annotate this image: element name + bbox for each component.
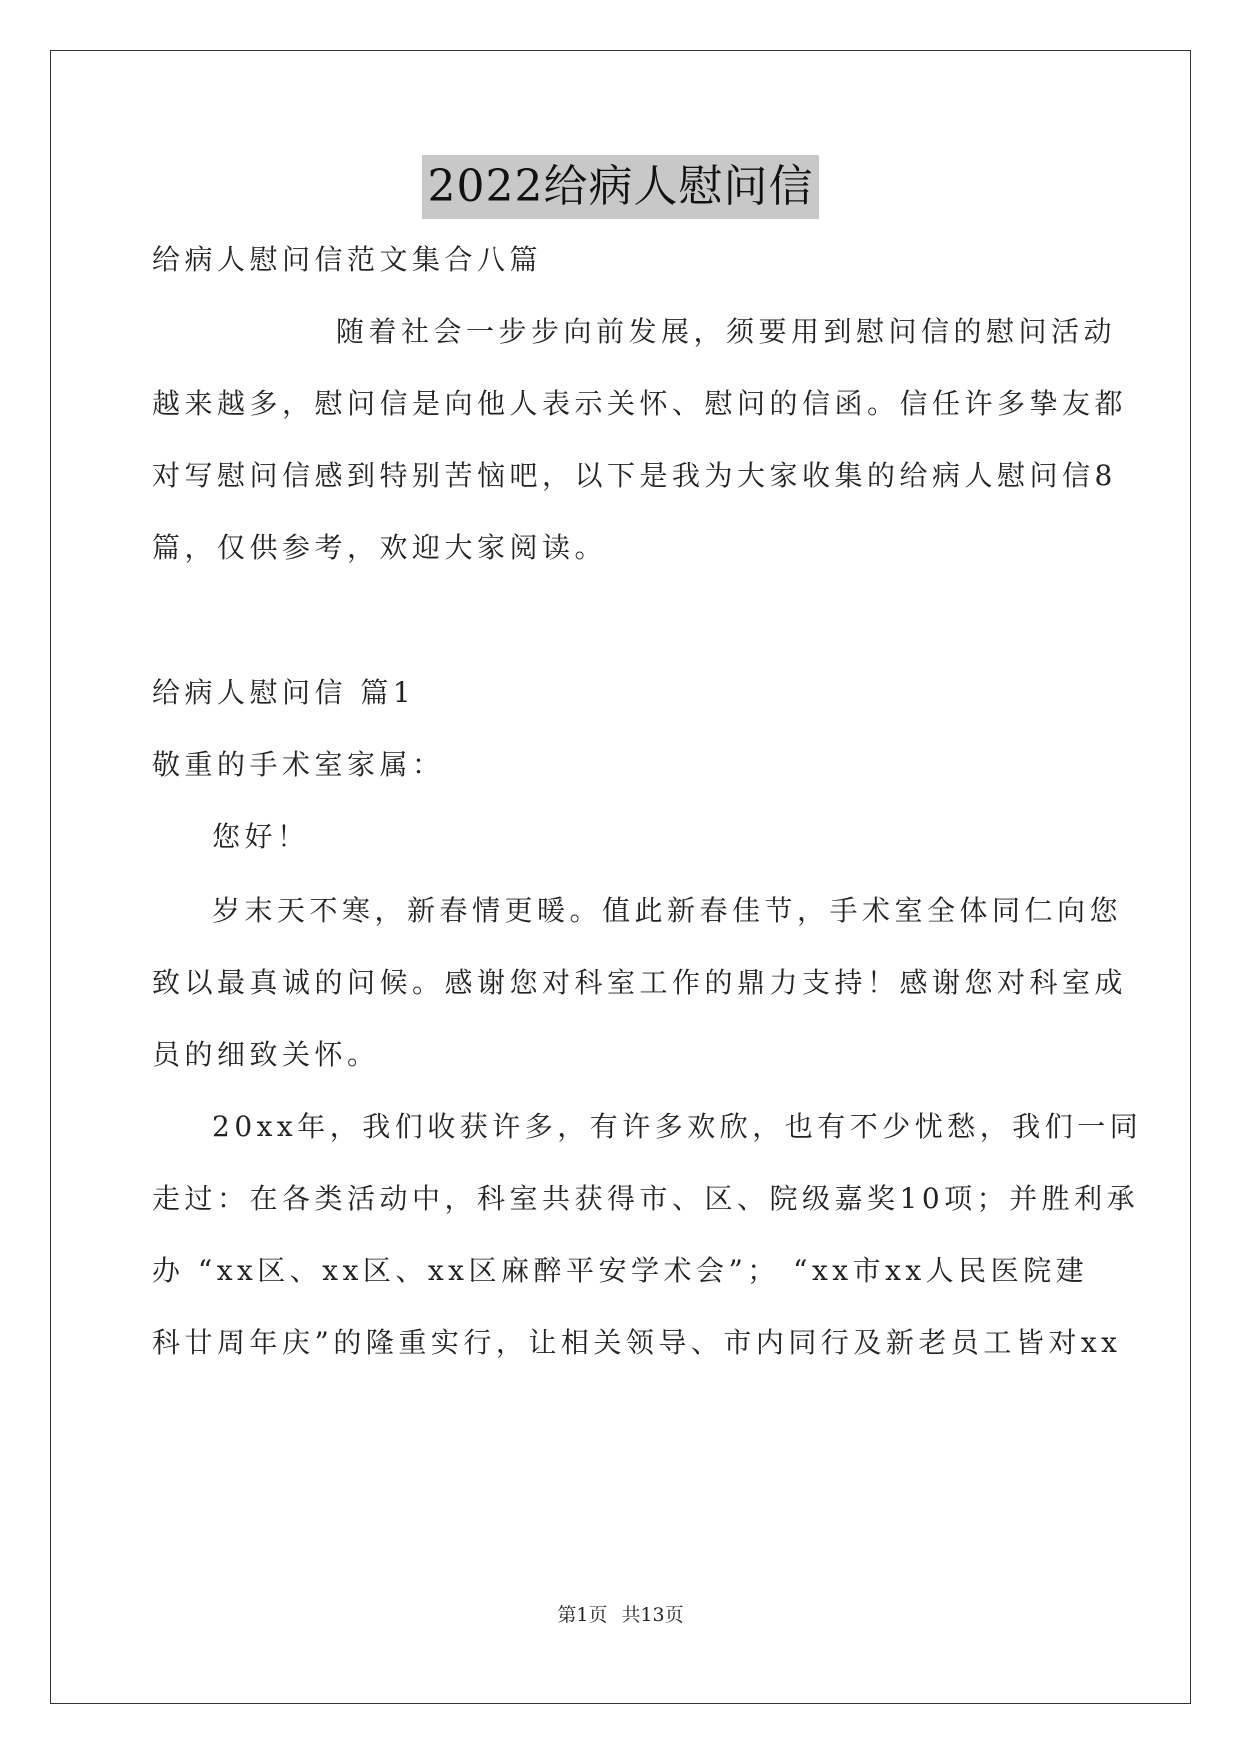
paragraph-line: 员的细致关怀。 xyxy=(152,1038,380,1071)
paragraph-line: 办 “xx区、xx区、xx区麻醉平安学术会”； “xx市xx人民医院建 xyxy=(152,1254,1089,1287)
intro-line: 对写慰问信感到特别苦恼吧，以下是我为大家收集的给病人慰问信8 xyxy=(152,459,1117,492)
paragraph-line: 20xx年，我们收获许多，有许多欢欣，也有不少忧愁，我们一同 xyxy=(212,1110,1143,1143)
document-title: 2022给病人慰问信 xyxy=(422,155,820,219)
page-border xyxy=(50,50,1191,1704)
subtitle: 给病人慰问信范文集合八篇 xyxy=(152,243,543,276)
greeting: 您好！ xyxy=(212,820,310,853)
paragraph-line: 走过：在各类活动中，科室共获得市、区、院级嘉奖10项；并胜利承 xyxy=(152,1182,1140,1215)
intro-line: 随着社会一步步向前发展，须要用到慰问信的慰问活动 xyxy=(336,315,1117,348)
intro-line: 篇，仅供参考，欢迎大家阅读。 xyxy=(152,531,608,564)
paragraph-line: 岁末天不寒，新春情更暖。值此新春佳节，手术室全体同仁向您 xyxy=(212,894,1123,927)
section-heading: 给病人慰问信 篇1 xyxy=(152,676,416,709)
salutation: 敬重的手术室家属： xyxy=(152,748,445,781)
page-footer xyxy=(0,1603,1241,1627)
title-container xyxy=(0,155,1241,219)
paragraph-line: 科廿周年庆”的隆重实行，让相关领导、市内同行及新老员工皆对xx xyxy=(152,1326,1122,1359)
page-total: 共13页 xyxy=(621,1604,684,1626)
page-number: 第1页 xyxy=(557,1604,608,1626)
intro-line: 越来越多，慰问信是向他人表示关怀、慰问的信函。信任许多挚友都 xyxy=(152,387,1128,420)
paragraph-line: 致以最真诚的问候。感谢您对科室工作的鼎力支持！感谢您对科室成 xyxy=(152,966,1128,999)
